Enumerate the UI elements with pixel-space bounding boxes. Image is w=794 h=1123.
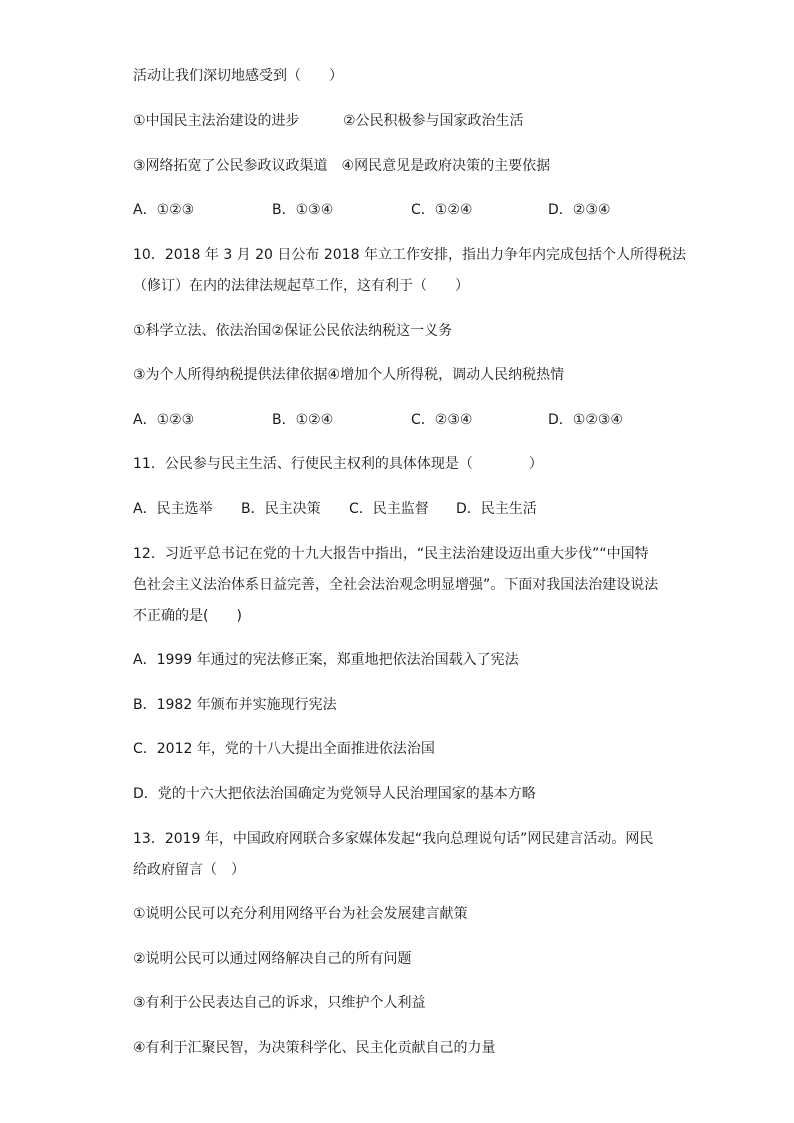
q10-stem-line1: 10．2018 年 3 月 20 日公布 2018 年立工作安排，指出力争年内完成包括个人所得税法 xyxy=(133,247,686,263)
q13-stem-line1: 13．2019 年，中国政府网联合多家媒体发起“我向总理说句话”网民建言活动。网民 xyxy=(133,831,654,847)
q9-option-c: C．①②④ xyxy=(411,202,473,218)
q12-stem-line3: 不正确的是( ) xyxy=(133,608,242,624)
q10-stem-line2: （修订）在内的法律法规起草工作，这有利于（ ） xyxy=(133,278,469,294)
q13-statement-3: ③有利于公民表达自己的诉求，只维护个人利益 xyxy=(133,995,426,1011)
q12-option-c: C．2012 年，党的十八大提出全面推进依法治国 xyxy=(133,741,435,757)
q11-option-c: C．民主监督 xyxy=(349,501,429,517)
q10-option-c: C．②③④ xyxy=(411,412,473,428)
q10-option-a: A．①②③ xyxy=(133,412,195,428)
q13-stem-line2: 给政府留言（ ） xyxy=(133,862,245,878)
q13-statement-2: ②说明公民可以通过网络解决自己的所有问题 xyxy=(133,951,412,967)
q9-option-d: D．②③④ xyxy=(548,202,611,218)
q12-option-b: B．1982 年颁布并实施现行宪法 xyxy=(133,697,337,713)
q12-stem-line1: 12．习近平总书记在党的十九大报告中指出，“民主法治建设迈出重大步伐”“中国特 xyxy=(133,546,649,562)
q11-option-b: B．民主决策 xyxy=(241,501,321,517)
q10-statements-3-4: ③为个人所得纳税提供法律依据④增加个人所得税，调动人民纳税热情 xyxy=(133,367,565,383)
q9-option-a: A．①②③ xyxy=(133,202,195,218)
q9-statement-2: ②公民积极参与国家政治生活 xyxy=(343,113,524,129)
q12-option-d: D．党的十六大把依法治国确定为党领导人民治理国家的基本方略 xyxy=(133,786,536,802)
q12-option-a: A．1999 年通过的宪法修正案，郑重地把依法治国载入了宪法 xyxy=(133,652,519,668)
q9-statement-1: ①中国民主法治建设的进步 xyxy=(133,113,300,129)
q9-option-b: B．①③④ xyxy=(272,202,334,218)
q11-option-a: A．民主选举 xyxy=(133,501,213,517)
q11-stem: 11．公民参与民主生活、行使民主权利的具体体现是（ ） xyxy=(133,456,543,472)
q10-statements-1-2: ①科学立法、依法治国②保证公民依法纳税这一义务 xyxy=(133,323,453,339)
q10-option-d: D．①②③④ xyxy=(548,412,623,428)
q9-stem-continuation: 活动让我们深切地感受到（ ） xyxy=(133,68,343,84)
q11-option-d: D．民主生活 xyxy=(456,501,537,517)
q9-statements-3-4: ③网络拓宽了公民参政议政渠道 ④网民意见是政府决策的主要依据 xyxy=(133,158,551,174)
q12-stem-line2: 色社会主义法治体系日益完善，全社会法治观念明显增强”。下面对我国法治建设说法 xyxy=(133,577,659,593)
q13-statement-1: ①说明公民可以充分利用网络平台为社会发展建言献策 xyxy=(133,906,468,922)
q10-option-b: B．①②④ xyxy=(272,412,334,428)
q13-statement-4: ④有利于汇聚民智，为决策科学化、民主化贡献自己的力量 xyxy=(133,1040,496,1056)
